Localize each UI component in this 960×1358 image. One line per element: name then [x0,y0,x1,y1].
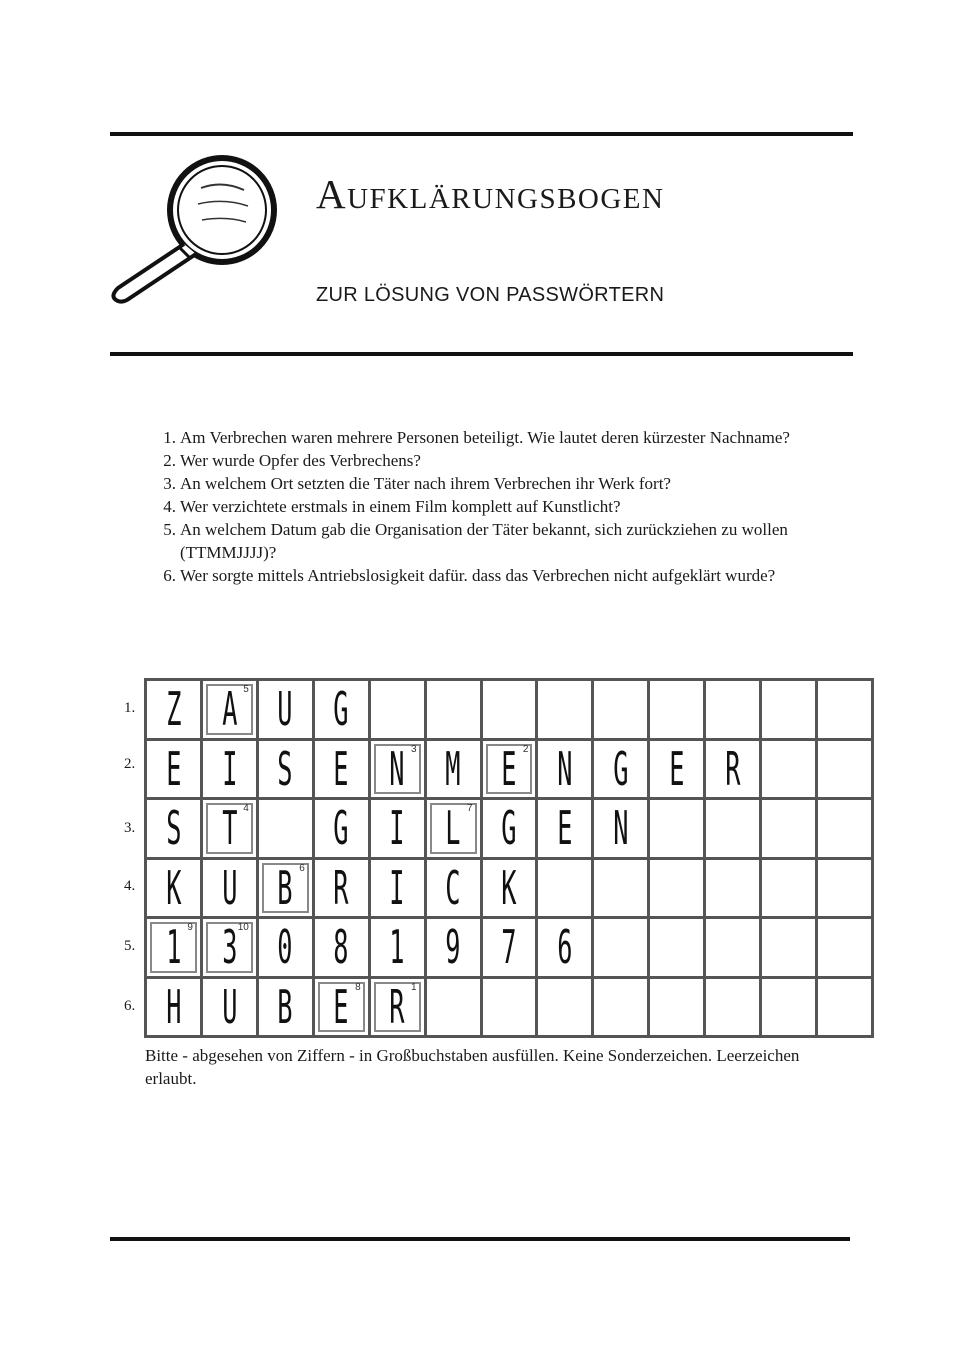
cell-index-number: 1 [411,981,417,993]
grid-cell[interactable] [147,681,200,738]
question-text: An welchem Datum gab die Organisation der Täter bekannt, sich zurückziehen zu wollen (TTMMJJJJ)? [180,520,788,562]
grid-cell[interactable] [594,860,647,917]
cell-letter: H [165,979,182,1034]
grid-cell[interactable] [371,979,424,1036]
grid-cell[interactable] [762,860,815,917]
grid-cell[interactable] [203,979,256,1036]
cell-letter: U [277,682,293,737]
magnifying-glass-icon [106,150,286,310]
grid-cell[interactable] [818,800,871,857]
grid-cell[interactable] [371,681,424,738]
grid-cell[interactable] [427,979,480,1036]
grid-cell[interactable] [203,919,256,976]
grid-cell[interactable] [427,860,480,917]
grid-cell[interactable] [538,860,591,917]
cell-letter: U [221,979,238,1034]
instruction-note: Bitte - abgesehen von Ziffern - in Großbuchstaben ausfüllen. Keine Sonderzeichen. Leerzeichen erlaubt. [145,1046,800,1088]
cell-letter: M [445,741,461,796]
cell-letter: 9 [445,920,461,975]
grid-cell[interactable] [259,979,312,1036]
question-item [156,518,816,564]
grid-cell[interactable] [818,979,871,1036]
cell-index-number: 6 [299,862,305,874]
grid-cell[interactable] [650,741,703,798]
cell-letter: B [277,860,293,915]
grid-cell[interactable] [650,979,703,1036]
grid-cell[interactable] [483,681,536,738]
top-rule [110,132,853,136]
cell-index-number: 8 [355,981,361,993]
grid-cell[interactable] [203,860,256,917]
cell-letter: 8 [333,920,349,975]
grid-cell[interactable] [315,681,368,738]
grid-cell[interactable] [538,919,591,976]
middle-rule [110,352,853,356]
cell-letter: N [389,741,405,796]
grid-cell[interactable] [315,800,368,857]
cell-letter: 7 [501,920,517,975]
grid-cell[interactable] [259,741,312,798]
cell-letter: T [221,801,238,856]
cell-letter: 3 [221,920,238,975]
cell-letter: E [669,741,685,796]
cell-index-number: 5 [243,684,249,695]
grid-cell[interactable] [538,741,591,798]
row-label: 2. [124,756,136,772]
question-text: Wer sorgte mittels Antriebslosigkeit dafür. dass das Verbrechen nicht aufgeklärt wurde? [180,566,776,585]
grid-cell[interactable] [427,681,480,738]
cell-letter: G [613,741,629,796]
grid-cell[interactable] [147,919,200,976]
cell-letter: 1 [165,920,182,975]
cell-letter: C [445,860,461,915]
grid-cell[interactable] [371,860,424,917]
row-label: 6. [124,998,136,1014]
page-subtitle: ZUR LÖSUNG VON PASSWÖRTERN [316,284,665,306]
grid-cell[interactable] [706,860,759,917]
grid-cell[interactable] [371,741,424,798]
row-label: 1. [124,700,136,716]
grid-cell[interactable] [259,800,312,857]
cell-letter: E [333,979,349,1034]
grid-cell[interactable] [594,919,647,976]
cell-index-number: 2 [522,743,529,755]
question-text: Wer wurde Opfer des Verbrechens? [180,451,421,470]
bottom-rule [110,1237,850,1241]
row-label: 3. [124,820,136,836]
cell-letter: S [165,801,182,856]
grid-cell[interactable] [706,979,759,1036]
cell-letter: U [221,860,238,915]
grid-cell[interactable] [315,741,368,798]
cell-index-number: 7 [466,803,473,814]
cell-index-number: 10 [237,922,249,933]
grid-cell[interactable] [818,860,871,917]
grid-cell[interactable] [147,979,200,1036]
grid-cell[interactable] [259,919,312,976]
question-item [156,564,816,587]
grid-cell[interactable] [315,979,368,1036]
grid-cell[interactable] [762,800,815,857]
grid-cell[interactable] [594,979,647,1036]
grid-cell[interactable] [762,979,815,1036]
grid-cell[interactable] [650,860,703,917]
cell-letter: I [221,741,238,796]
grid-cell[interactable] [427,741,480,798]
cell-letter: N [557,741,573,796]
question-number: 5. [163,520,176,539]
grid-cell[interactable] [315,860,368,917]
grid-cell[interactable] [203,741,256,798]
grid-cell[interactable] [706,741,759,798]
cell-letter: E [557,801,573,856]
grid-cell[interactable] [483,800,536,857]
question-text: Am Verbrechen waren mehrere Personen beteiligt. Wie lautet deren kürzester Nachname? [180,428,790,447]
question-text: An welchem Ort setzten die Täter nach ihrem Verbrechen ihr Werk fort? [180,474,671,493]
cell-letter: 0 [277,920,293,975]
grid-cell[interactable] [650,800,703,857]
cell-letter: K [165,860,182,915]
cell-letter: N [613,801,629,856]
cell-letter: Z [165,682,182,737]
cell-letter: 6 [557,920,573,975]
grid-cell[interactable] [483,741,536,798]
cell-index-number: 3 [411,743,417,755]
row-label: 5. [124,938,136,954]
grid-cell[interactable] [762,919,815,976]
grid-cell[interactable] [371,800,424,857]
grid-cell[interactable] [203,800,256,857]
grid-cell[interactable] [818,919,871,976]
grid-cell[interactable] [371,919,424,976]
cell-letter: S [277,741,293,796]
cell-letter: G [333,682,349,737]
question-item [156,426,816,449]
grid-cell[interactable] [203,681,256,738]
question-item [156,449,816,472]
question-number: 2. [163,451,176,470]
question-number: 6. [163,566,176,585]
cell-index-number: 9 [187,922,193,933]
cell-letter: R [333,860,349,915]
grid-cell[interactable] [818,741,871,798]
cell-letter: R [389,979,405,1034]
grid-cell[interactable] [315,919,368,976]
grid-cell[interactable] [427,919,480,976]
grid-cell[interactable] [259,681,312,738]
cell-letter: I [389,860,405,915]
grid-cell[interactable] [818,681,871,738]
grid-cell[interactable] [762,681,815,738]
grid-cell[interactable] [706,800,759,857]
grid-cell[interactable] [483,979,536,1036]
grid-cell[interactable] [650,681,703,738]
grid-cell[interactable] [762,741,815,798]
grid-cell[interactable] [706,681,759,738]
grid-cell[interactable] [427,800,480,857]
question-item [156,495,816,518]
row-label: 4. [124,878,136,894]
grid-cell[interactable] [706,919,759,976]
grid-cell[interactable] [259,860,312,917]
grid-cell[interactable] [538,979,591,1036]
cell-letter: I [389,801,405,856]
grid-cell[interactable] [483,860,536,917]
grid-cell[interactable] [147,800,200,857]
grid-cell[interactable] [594,741,647,798]
cell-letter: G [333,801,349,856]
question-number: 3. [163,474,176,493]
cell-letter: 1 [389,920,405,975]
cell-letter: E [333,741,349,796]
question-number: 4. [163,497,176,516]
question-list [156,426,816,587]
cell-letter: E [501,741,517,796]
grid-cell[interactable] [650,919,703,976]
grid-cell[interactable] [594,681,647,738]
grid-cell[interactable] [538,800,591,857]
grid-cell[interactable] [538,681,591,738]
answer-grid [144,678,874,1038]
grid-cell[interactable] [147,741,200,798]
grid-cell[interactable] [483,919,536,976]
grid-cell[interactable] [147,860,200,917]
cell-letter: A [221,682,238,737]
page-title: Aufklärungsbogen [316,171,665,217]
cell-letter: R [725,741,741,796]
cell-letter: E [165,741,182,796]
question-text: Wer verzichtete erstmals in einem Film komplett auf Kunstlicht? [180,497,621,516]
cell-index-number: 4 [243,803,249,814]
grid-cell[interactable] [594,800,647,857]
cell-letter: K [501,860,517,915]
cell-letter: G [501,801,517,856]
question-item [156,472,816,495]
cell-letter: B [277,979,293,1034]
question-number: 1. [163,428,176,447]
cell-letter: L [445,801,461,856]
